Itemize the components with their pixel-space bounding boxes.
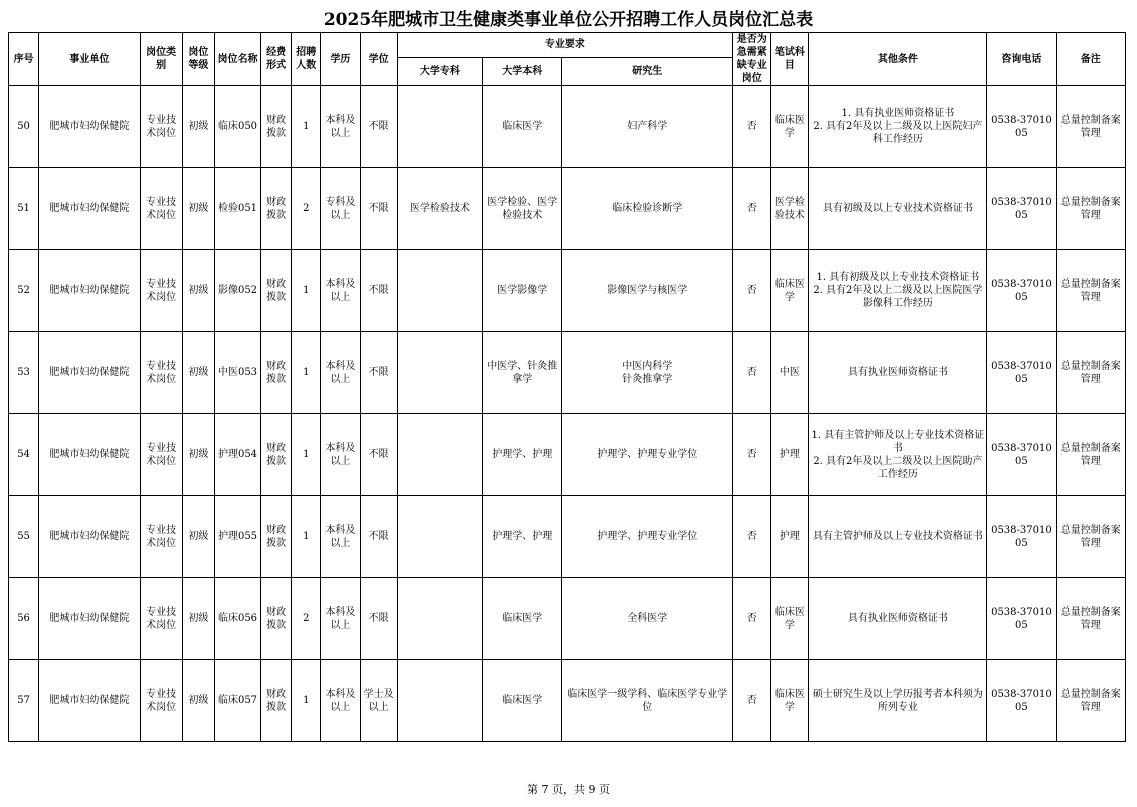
table-row bbox=[9, 168, 1126, 250]
cell-bachelor: 医学检验、医学检验技术 bbox=[483, 168, 562, 250]
cell-bachelor: 中医学、针灸推拿学 bbox=[483, 332, 562, 414]
cell-category: 专业技术岗位 bbox=[140, 660, 182, 742]
cell-position-name: 中医053 bbox=[214, 332, 260, 414]
cell-graduate: 妇产科学 bbox=[562, 86, 733, 168]
cell-education: 专科及以上 bbox=[321, 168, 360, 250]
header-other: 其他条件 bbox=[809, 33, 987, 86]
header-exam: 笔试科目 bbox=[771, 33, 809, 86]
cell-phone: 0538-3701005 bbox=[987, 250, 1056, 332]
cell-level: 初级 bbox=[182, 168, 214, 250]
cell-line: 具有初级及以上专业技术资格证书 bbox=[822, 203, 973, 214]
cell-position-name: 临床056 bbox=[214, 578, 260, 660]
cell-exam: 临床医学 bbox=[771, 86, 809, 168]
cell-count: 1 bbox=[292, 250, 321, 332]
cell-graduate: 全科医学 bbox=[562, 578, 733, 660]
cell-graduate: 临床检验诊断学 bbox=[562, 168, 733, 250]
cell-count: 1 bbox=[292, 332, 321, 414]
cell-college bbox=[397, 332, 482, 414]
cell-note: 总量控制备案管理 bbox=[1056, 578, 1125, 660]
table-row bbox=[9, 414, 1126, 496]
cell-line: 1. 具有主管护师及以上专业技术资格证书 bbox=[811, 429, 985, 454]
cell-education: 本科及以上 bbox=[321, 414, 360, 496]
cell-bachelor: 临床医学 bbox=[483, 578, 562, 660]
cell-other bbox=[809, 496, 987, 578]
cell-phone: 0538-3701005 bbox=[987, 578, 1056, 660]
cell-count: 1 bbox=[292, 86, 321, 168]
cell-education: 本科及以上 bbox=[321, 496, 360, 578]
cell-seq: 55 bbox=[9, 496, 39, 578]
cell-level: 初级 bbox=[182, 86, 214, 168]
cell-line: 硕士研究生及以上学历报考者本科须为所列专业 bbox=[812, 688, 983, 713]
header-seq: 序号 bbox=[9, 33, 39, 86]
cell-other bbox=[809, 660, 987, 742]
cell-level: 初级 bbox=[182, 660, 214, 742]
cell-line: 2. 具有2年及以上二级及以上医院医学影像科工作经历 bbox=[813, 285, 983, 309]
cell-note: 总量控制备案管理 bbox=[1056, 250, 1125, 332]
cell-bachelor: 临床医学 bbox=[483, 86, 562, 168]
cell-funding: 财政拨款 bbox=[261, 168, 292, 250]
cell-unit: 肥城市妇幼保健院 bbox=[39, 332, 140, 414]
header-category: 岗位类别 bbox=[140, 33, 182, 86]
cell-line: 中医内科学 bbox=[622, 360, 673, 372]
cell-phone: 0538-3701005 bbox=[987, 660, 1056, 742]
cell-position-name: 临床050 bbox=[214, 86, 260, 168]
cell-exam: 医学检验技术 bbox=[771, 168, 809, 250]
cell-other bbox=[809, 86, 987, 168]
cell-count: 2 bbox=[292, 578, 321, 660]
cell-count: 2 bbox=[292, 168, 321, 250]
cell-position-name: 临床057 bbox=[214, 660, 260, 742]
cell-unit: 肥城市妇幼保健院 bbox=[39, 578, 140, 660]
cell-urgent: 否 bbox=[733, 168, 771, 250]
cell-funding: 财政拨款 bbox=[261, 660, 292, 742]
cell-degree: 不限 bbox=[360, 414, 397, 496]
table-row bbox=[9, 578, 1126, 660]
cell-funding: 财政拨款 bbox=[261, 414, 292, 496]
cell-degree: 不限 bbox=[360, 496, 397, 578]
cell-unit: 肥城市妇幼保健院 bbox=[39, 86, 140, 168]
header-education: 学历 bbox=[321, 33, 360, 86]
cell-line: 1. 具有初级及以上专业技术资格证书 bbox=[816, 272, 980, 283]
cell-urgent: 否 bbox=[733, 578, 771, 660]
positions-table bbox=[8, 32, 1126, 742]
cell-exam: 护理 bbox=[771, 496, 809, 578]
cell-education: 本科及以上 bbox=[321, 660, 360, 742]
cell-college bbox=[397, 86, 482, 168]
header-degree: 学位 bbox=[360, 33, 397, 86]
cell-education: 本科及以上 bbox=[321, 578, 360, 660]
cell-level: 初级 bbox=[182, 332, 214, 414]
cell-phone: 0538-3701005 bbox=[987, 332, 1056, 414]
cell-education: 本科及以上 bbox=[321, 250, 360, 332]
header-unit: 事业单位 bbox=[39, 33, 140, 86]
cell-funding: 财政拨款 bbox=[261, 250, 292, 332]
cell-other bbox=[809, 168, 987, 250]
table-row bbox=[9, 660, 1126, 742]
cell-college bbox=[397, 660, 482, 742]
cell-other bbox=[809, 250, 987, 332]
cell-unit: 肥城市妇幼保健院 bbox=[39, 496, 140, 578]
cell-phone: 0538-3701005 bbox=[987, 168, 1056, 250]
cell-line: 具有执业医师资格证书 bbox=[847, 367, 948, 378]
cell-count: 1 bbox=[292, 414, 321, 496]
header-funding: 经费形式 bbox=[261, 33, 292, 86]
cell-phone: 0538-3701005 bbox=[987, 414, 1056, 496]
cell-note: 总量控制备案管理 bbox=[1056, 496, 1125, 578]
header-college: 大学专科 bbox=[397, 57, 482, 85]
cell-degree: 不限 bbox=[360, 578, 397, 660]
cell-line: 针灸推拿学 bbox=[622, 373, 673, 385]
cell-other bbox=[809, 414, 987, 496]
cell-bachelor: 护理学、护理 bbox=[483, 414, 562, 496]
cell-exam: 中医 bbox=[771, 332, 809, 414]
cell-note: 总量控制备案管理 bbox=[1056, 414, 1125, 496]
cell-category: 专业技术岗位 bbox=[140, 496, 182, 578]
cell-funding: 财政拨款 bbox=[261, 496, 292, 578]
cell-seq: 53 bbox=[9, 332, 39, 414]
cell-line: 1. 具有执业医师资格证书 bbox=[841, 108, 955, 119]
cell-degree: 学士及以上 bbox=[360, 660, 397, 742]
cell-exam: 临床医学 bbox=[771, 578, 809, 660]
header-urgent: 是否为急需紧缺专业岗位 bbox=[733, 33, 771, 86]
cell-line: 具有执业医师资格证书 bbox=[847, 613, 948, 624]
cell-graduate: 临床医学一级学科、临床医学专业学位 bbox=[562, 660, 733, 742]
cell-position-name: 影像052 bbox=[214, 250, 260, 332]
header-level: 岗位等级 bbox=[182, 33, 214, 86]
cell-urgent: 否 bbox=[733, 414, 771, 496]
cell-position-name: 护理054 bbox=[214, 414, 260, 496]
table-row bbox=[9, 250, 1126, 332]
cell-seq: 57 bbox=[9, 660, 39, 742]
cell-phone: 0538-3701005 bbox=[987, 496, 1056, 578]
cell-graduate bbox=[562, 332, 733, 414]
cell-unit: 肥城市妇幼保健院 bbox=[39, 168, 140, 250]
header-major: 专业要求 bbox=[397, 33, 732, 58]
cell-degree: 不限 bbox=[360, 168, 397, 250]
cell-other bbox=[809, 578, 987, 660]
cell-unit: 肥城市妇幼保健院 bbox=[39, 250, 140, 332]
cell-category: 专业技术岗位 bbox=[140, 86, 182, 168]
cell-college bbox=[397, 496, 482, 578]
cell-seq: 52 bbox=[9, 250, 39, 332]
cell-unit: 肥城市妇幼保健院 bbox=[39, 414, 140, 496]
cell-seq: 50 bbox=[9, 86, 39, 168]
cell-line: 具有主管护师及以上专业技术资格证书 bbox=[812, 531, 983, 542]
header-note: 备注 bbox=[1056, 33, 1125, 86]
cell-degree: 不限 bbox=[360, 332, 397, 414]
cell-line: 2. 具有2年及以上二级及以上医院助产工作经历 bbox=[813, 455, 983, 480]
cell-level: 初级 bbox=[182, 250, 214, 332]
cell-urgent: 否 bbox=[733, 250, 771, 332]
cell-exam: 临床医学 bbox=[771, 660, 809, 742]
cell-bachelor: 护理学、护理 bbox=[483, 496, 562, 578]
cell-urgent: 否 bbox=[733, 660, 771, 742]
cell-other bbox=[809, 332, 987, 414]
cell-degree: 不限 bbox=[360, 86, 397, 168]
table-row bbox=[9, 332, 1126, 414]
cell-bachelor: 临床医学 bbox=[483, 660, 562, 742]
cell-unit: 肥城市妇幼保健院 bbox=[39, 660, 140, 742]
cell-note: 总量控制备案管理 bbox=[1056, 168, 1125, 250]
cell-funding: 财政拨款 bbox=[261, 578, 292, 660]
cell-graduate: 影像医学与核医学 bbox=[562, 250, 733, 332]
cell-urgent: 否 bbox=[733, 332, 771, 414]
cell-level: 初级 bbox=[182, 496, 214, 578]
cell-college bbox=[397, 578, 482, 660]
header-name: 岗位名称 bbox=[214, 33, 260, 86]
header-count: 招聘人数 bbox=[292, 33, 321, 86]
cell-position-name: 检验051 bbox=[214, 168, 260, 250]
cell-line: 2. 具有2年及以上二级及以上医院妇产科工作经历 bbox=[813, 121, 983, 145]
cell-exam: 临床医学 bbox=[771, 250, 809, 332]
cell-urgent: 否 bbox=[733, 86, 771, 168]
cell-note: 总量控制备案管理 bbox=[1056, 660, 1125, 742]
table-row bbox=[9, 496, 1126, 578]
cell-college: 医学检验技术 bbox=[397, 168, 482, 250]
cell-degree: 不限 bbox=[360, 250, 397, 332]
document-title: 2025年肥城市卫生健康类事业单位公开招聘工作人员岗位汇总表 bbox=[323, 10, 814, 30]
cell-note: 总量控制备案管理 bbox=[1056, 86, 1125, 168]
cell-seq: 51 bbox=[9, 168, 39, 250]
table-row bbox=[9, 86, 1126, 168]
header-phone: 咨询电话 bbox=[987, 33, 1056, 86]
page-footer: 第 7 页，共 9 页 bbox=[527, 783, 610, 796]
cell-funding: 财政拨款 bbox=[261, 332, 292, 414]
cell-college bbox=[397, 250, 482, 332]
cell-level: 初级 bbox=[182, 414, 214, 496]
cell-graduate: 护理学、护理专业学位 bbox=[562, 414, 733, 496]
cell-category: 专业技术岗位 bbox=[140, 168, 182, 250]
cell-exam: 护理 bbox=[771, 414, 809, 496]
cell-urgent: 否 bbox=[733, 496, 771, 578]
cell-bachelor: 医学影像学 bbox=[483, 250, 562, 332]
cell-position-name: 护理055 bbox=[214, 496, 260, 578]
cell-count: 1 bbox=[292, 660, 321, 742]
cell-category: 专业技术岗位 bbox=[140, 414, 182, 496]
cell-education: 本科及以上 bbox=[321, 86, 360, 168]
cell-category: 专业技术岗位 bbox=[140, 578, 182, 660]
header-bachelor: 大学本科 bbox=[483, 57, 562, 85]
cell-category: 专业技术岗位 bbox=[140, 332, 182, 414]
cell-college bbox=[397, 414, 482, 496]
header-graduate: 研究生 bbox=[562, 57, 733, 85]
cell-count: 1 bbox=[292, 496, 321, 578]
cell-phone: 0538-3701005 bbox=[987, 86, 1056, 168]
cell-seq: 56 bbox=[9, 578, 39, 660]
cell-funding: 财政拨款 bbox=[261, 86, 292, 168]
cell-graduate: 护理学、护理专业学位 bbox=[562, 496, 733, 578]
cell-education: 本科及以上 bbox=[321, 332, 360, 414]
cell-level: 初级 bbox=[182, 578, 214, 660]
cell-note: 总量控制备案管理 bbox=[1056, 332, 1125, 414]
cell-category: 专业技术岗位 bbox=[140, 250, 182, 332]
cell-seq: 54 bbox=[9, 414, 39, 496]
